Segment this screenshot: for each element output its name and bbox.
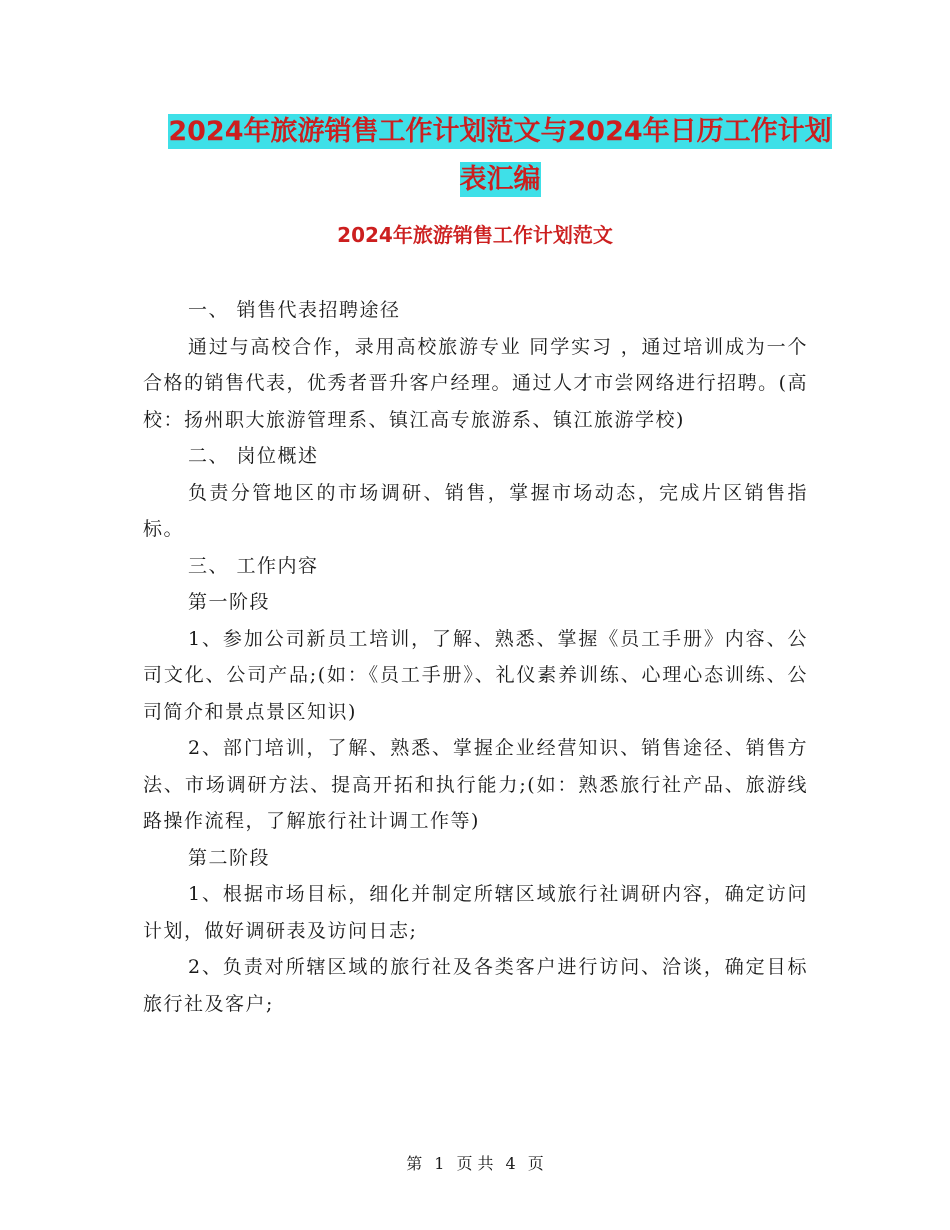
document-title-line1: 2024年旅游销售工作计划范文与2024年日历工作计划 [168, 116, 832, 147]
footer-suffix: 页 [527, 1154, 544, 1173]
document-title [140, 108, 860, 204]
heading-phase-one: 第一阶段 [188, 591, 271, 613]
heading-work-content: 三、 工作内容 [188, 554, 319, 577]
footer-total-pages: 4 [505, 1154, 516, 1173]
footer-mid: 页 共 [456, 1154, 494, 1173]
paragraph-phase-one-item-2: 2、部门培训，了解、熟悉、掌握企业经营知识、销售途径、销售方法、市场调研方法、提高开拓和执行能力;(如：熟悉旅行社产品、旅游线路操作流程，了解旅行社计调工作等) [143, 737, 808, 832]
paragraph-position-overview: 负责分管地区的市场调研、销售，掌握市场动态，完成片区销售指标。 [143, 481, 808, 540]
footer-page-number: 1 [434, 1154, 445, 1173]
paragraph-phase-two-item-1: 1、根据市场目标，细化并制定所辖区域旅行社调研内容，确定访问计划，做好调研表及访问日志; [143, 883, 808, 942]
footer-prefix: 第 [406, 1154, 423, 1173]
document-body [143, 292, 808, 1022]
paragraph-recruitment: 通过与高校合作，录用高校旅游专业 同学实习 ，通过培训成为一个合格的销售代表，优秀者晋升客户经理。通过人才市尝网络进行招聘。(高校：扬州职大旅游管理系、镇江高专旅游系、镇江旅游学校) [143, 335, 808, 431]
heading-recruitment: 一、 销售代表招聘途径 [188, 299, 401, 321]
heading-position-overview: 二、 岗位概述 [188, 445, 319, 467]
page-footer [0, 1152, 950, 1176]
section-title: 2024年旅游销售工作计划范文 [337, 223, 613, 247]
paragraph-phase-two-item-2: 2、负责对所辖区域的旅行社及各类客户进行访问、洽谈，确定目标旅行社及客户; [143, 956, 808, 1015]
paragraph-phase-one-item-1: 1、参加公司新员工培训，了解、熟悉、掌握《员工手册》内容、公司文化、公司产品;(如：《员工手册》、礼仪素养训练、心理心态训练、公司简介和景点景区知识) [143, 627, 808, 723]
heading-phase-two: 第二阶段 [188, 846, 271, 869]
document-title-line2: 表汇编 [459, 164, 541, 195]
